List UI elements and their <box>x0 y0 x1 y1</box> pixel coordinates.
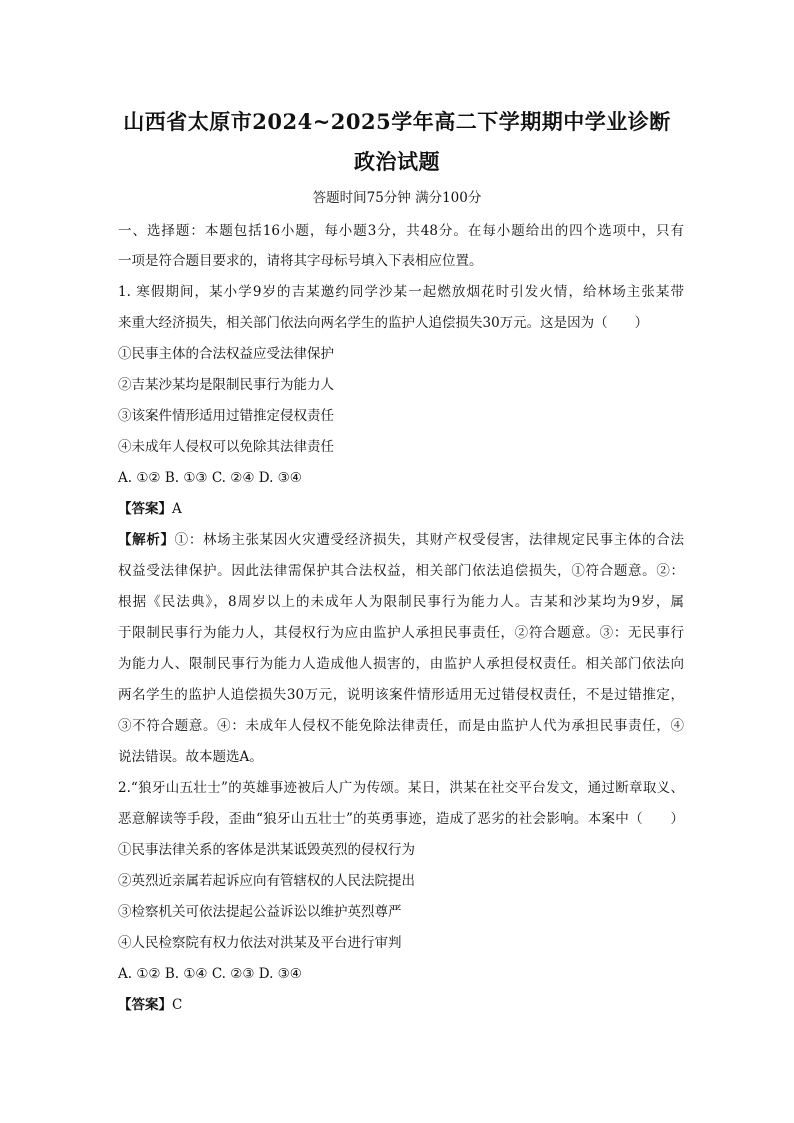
question-1-analysis-line <box>118 531 684 549</box>
question-2-stem-line: 恶意解读等手段，歪曲“狼牙山五壮士”的英勇事迹，造成了恶劣的社会影响。本案中（ ） <box>118 811 684 827</box>
question-2-option: ①民事法律关系的客体是洪某诋毁英烈的侵权行为 <box>118 842 415 858</box>
exam-title: 山西省太原市2024~2025学年高二下学期期中学业诊断 <box>123 109 671 134</box>
question-1-option: ③该案件情形适用过错推定侵权责任 <box>118 408 334 424</box>
question-1-option: ②吉某沙某均是限制民事行为能力人 <box>118 377 334 393</box>
question-1-stem-line: 1. 寒假期间，某小学9岁的吉某邀约同学沙某一起燃放烟花时引发火情，给林场主张某带 <box>118 284 684 300</box>
exam-time-score: 答题时间75分钟 满分100分 <box>312 190 482 206</box>
answer-value: C <box>172 997 183 1013</box>
answer-label: 【答案】 <box>118 501 172 517</box>
question-2-choices: A. ①② B. ①④ C. ②③ D. ③④ <box>118 966 302 982</box>
question-2-option: ③检察机关可依法提起公益诉讼以维护英烈尊严 <box>118 904 402 920</box>
question-1-analysis-line: ③不符合题意。④：未成年人侵权不能免除法律责任，而是由监护人代为承担民事责任，④ <box>118 718 684 734</box>
question-1-analysis-line: 说法错误。故本题选A。 <box>118 749 263 765</box>
question-2-option: ④人民检察院有权力依法对洪某及平台进行审判 <box>118 935 402 951</box>
section-instruction-line: 一项是符合题目要求的，请将其字母标号填入下表相应位置。 <box>118 253 483 269</box>
answer-value: A <box>172 501 182 517</box>
question-1-analysis-line: 根据《民法典》，8周岁以上的未成年人为限制民事行为能力人。吉某和沙某均为9岁，属 <box>118 594 684 610</box>
question-2-answer <box>118 996 684 1014</box>
question-1-analysis-line: 为能力人、限制民事行为能力人造成他人损害的，由监护人承担侵权责任。相关部门依法向 <box>118 656 684 672</box>
question-2-option: ②英烈近亲属若起诉应向有管辖权的人民法院提出 <box>118 873 415 889</box>
exam-subject-title: 政治试题 <box>354 149 440 174</box>
analysis-label: 【解析】 <box>118 532 175 548</box>
section-instruction-line: 一、选择题：本题包括16小题，每小题3分，共48分。在每小题给出的四个选项中，只有 <box>118 223 684 239</box>
question-1-option: ①民事主体的合法权益应受法律保护 <box>118 346 334 362</box>
analysis-text: ①：林场主张某因火灾遭受经济损失，其财产权受侵害，法律规定民事主体的合法 <box>174 532 685 548</box>
question-1-choices: A. ①② B. ①③ C. ②④ D. ③④ <box>118 470 302 486</box>
question-1-analysis-line: 两名学生的监护人追偿损失30万元，说明该案件情形适用无过错侵权责任，不是过错推定， <box>118 687 684 703</box>
question-1-stem-line: 来重大经济损失，相关部门依法向两名学生的监护人追偿损失30万元。这是因为（ ） <box>118 315 649 331</box>
question-1-answer <box>118 500 684 518</box>
question-1-analysis-line: 于限制民事行为能力人，其侵权行为应由监护人承担民事责任，②符合题意。③：无民事行 <box>118 625 684 641</box>
answer-label: 【答案】 <box>118 997 172 1013</box>
question-1-analysis-line: 权益受法律保护。因此法律需保护其合法权益，相关部门依法追偿损失，①符合题意。②： <box>118 563 684 579</box>
question-1-option: ④未成年人侵权可以免除其法律责任 <box>118 439 334 455</box>
question-2-stem-line: 2.“狼牙山五壮士”的英雄事迹被后人广为传颂。某日，洪某在社交平台发文，通过断章取义、 <box>118 780 684 796</box>
